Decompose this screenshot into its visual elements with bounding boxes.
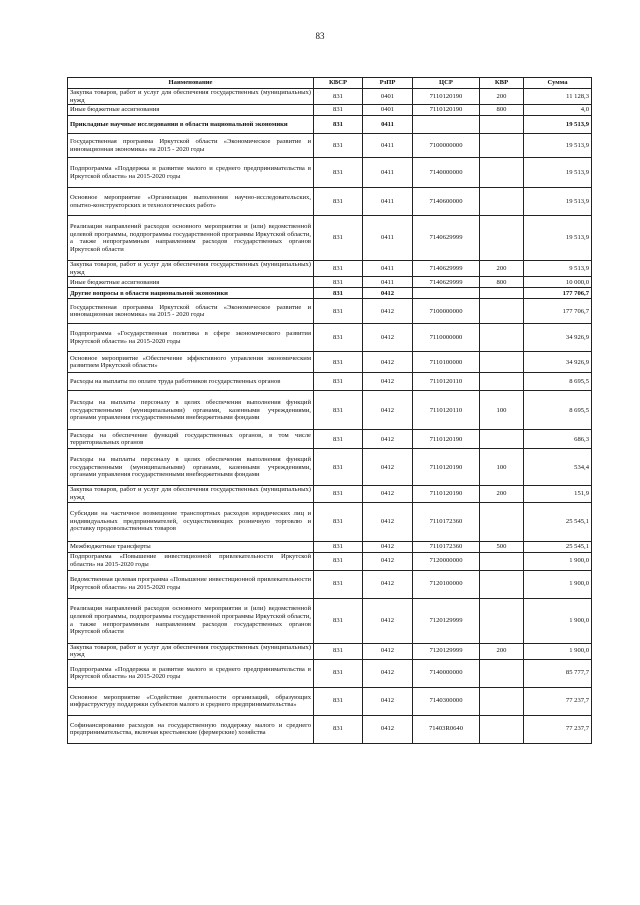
cell-rzpr: 0412 (363, 449, 413, 486)
cell-csr: 7110172360 (413, 502, 480, 541)
cell-rzpr: 0412 (363, 659, 413, 687)
cell-sum: 85 777,7 (524, 659, 592, 687)
cell-csr: 7120100000 (413, 570, 480, 598)
table-row (68, 391, 592, 430)
cell-csr: 7110000000 (413, 324, 480, 352)
cell-rzpr: 0411 (363, 134, 413, 158)
cell-name: Закупка товаров, работ и услуг для обеспечения государственных (муниципальных) нужд (68, 89, 314, 105)
cell-csr: 7120129999 (413, 598, 480, 643)
cell-name: Ведомственная целевая программа «Повышение инвестиционной привлекательности Иркутской области» на 2015-2020 годы (68, 570, 314, 598)
table-row (68, 277, 592, 288)
cell-kvsr: 831 (314, 89, 363, 105)
cell-csr: 7110120190 (413, 89, 480, 105)
cell-csr: 7140000000 (413, 659, 480, 687)
cell-kvr (480, 134, 524, 158)
table-row (68, 134, 592, 158)
table-row (68, 324, 592, 352)
cell-name: Реализация направлений расходов основного мероприятия и (или) ведомственной целевой программы, подпрограммы государственной программы Иркутской области, а также непрограммным направлениям расходов государственных органов Иркутской области (68, 216, 314, 261)
cell-kvr: 800 (480, 105, 524, 116)
cell-rzpr: 0411 (363, 216, 413, 261)
cell-sum: 25 545,1 (524, 541, 592, 552)
cell-csr: 7110120190 (413, 430, 480, 449)
table-row (68, 659, 592, 687)
cell-name: Расходы на выплаты персоналу в целях обеспечения выполнения функций государственными (муниципальными) органами, казенными учреждениями, органами управления государственными внебюджетными фондами (68, 449, 314, 486)
table-row (68, 373, 592, 391)
cell-rzpr: 0412 (363, 502, 413, 541)
cell-rzpr: 0411 (363, 188, 413, 216)
cell-rzpr: 0412 (363, 687, 413, 715)
cell-name: Государственная программа Иркутской области «Экономическое развитие и инновационная экономика» на 2015 - 2020 годы (68, 134, 314, 158)
cell-csr: 7110100000 (413, 352, 480, 373)
cell-kvr (480, 188, 524, 216)
table-row (68, 261, 592, 277)
header-rzpr: РзПР (363, 78, 413, 89)
cell-sum: 1 900,0 (524, 552, 592, 570)
cell-csr: 7110172360 (413, 541, 480, 552)
cell-csr: 7100000000 (413, 134, 480, 158)
cell-kvr: 200 (480, 486, 524, 502)
page-number: 83 (315, 31, 325, 41)
cell-kvr (480, 373, 524, 391)
cell-rzpr: 0412 (363, 598, 413, 643)
cell-kvr (480, 715, 524, 743)
cell-kvr (480, 288, 524, 299)
cell-kvsr: 831 (314, 158, 363, 188)
header-kvr: КВР (480, 78, 524, 89)
cell-kvsr: 831 (314, 598, 363, 643)
cell-kvsr: 831 (314, 373, 363, 391)
cell-kvsr: 831 (314, 541, 363, 552)
cell-name: Подпрограмма «Повышение инвестиционной привлекательности Иркутской области» на 2015-2020 годы (68, 552, 314, 570)
cell-sum: 34 926,9 (524, 352, 592, 373)
header-csr: ЦСР (413, 78, 480, 89)
cell-sum: 1 900,0 (524, 570, 592, 598)
cell-csr: 7110120110 (413, 373, 480, 391)
cell-kvsr: 831 (314, 188, 363, 216)
table-row (68, 598, 592, 643)
cell-name: Расходы на выплаты персоналу в целях обеспечения выполнения функций государственными (муниципальными) органами, казенными учреждениями, органами управления государственными внебюджетными фондами (68, 391, 314, 430)
table-row (68, 643, 592, 659)
cell-sum: 9 513,9 (524, 261, 592, 277)
header-name: Наименование (68, 78, 314, 89)
cell-rzpr: 0412 (363, 541, 413, 552)
cell-rzpr: 0401 (363, 89, 413, 105)
table-row (68, 288, 592, 299)
cell-name: Основное мероприятие «Организация выполнения научно-исследовательских, опытно-конструкторских и технологических работ» (68, 188, 314, 216)
cell-sum: 34 926,9 (524, 324, 592, 352)
cell-rzpr: 0401 (363, 105, 413, 116)
cell-rzpr: 0412 (363, 391, 413, 430)
cell-name: Расходы на выплаты по оплате труда работников государственных органов (68, 373, 314, 391)
cell-rzpr: 0412 (363, 643, 413, 659)
cell-rzpr: 0412 (363, 324, 413, 352)
cell-kvsr: 831 (314, 261, 363, 277)
cell-sum: 19 513,9 (524, 216, 592, 261)
cell-kvr (480, 570, 524, 598)
cell-rzpr: 0412 (363, 373, 413, 391)
cell-kvr: 200 (480, 89, 524, 105)
cell-sum: 8 695,5 (524, 391, 592, 430)
cell-kvsr: 831 (314, 659, 363, 687)
table-row (68, 89, 592, 105)
cell-sum: 177 706,7 (524, 288, 592, 299)
cell-csr: 7110120190 (413, 449, 480, 486)
cell-kvsr: 831 (314, 502, 363, 541)
table-row (68, 158, 592, 188)
cell-kvr: 100 (480, 391, 524, 430)
cell-rzpr: 0412 (363, 715, 413, 743)
table-row (68, 105, 592, 116)
table-row (68, 430, 592, 449)
cell-kvsr: 831 (314, 643, 363, 659)
table-row (68, 188, 592, 216)
cell-kvr (480, 299, 524, 324)
cell-kvsr: 831 (314, 391, 363, 430)
cell-csr: 7140629999 (413, 261, 480, 277)
cell-kvsr: 831 (314, 277, 363, 288)
cell-kvr (480, 430, 524, 449)
cell-sum: 8 695,5 (524, 373, 592, 391)
cell-sum: 19 513,9 (524, 134, 592, 158)
table-row (68, 116, 592, 134)
cell-kvsr: 831 (314, 288, 363, 299)
cell-csr (413, 288, 480, 299)
cell-name: Подпрограмма «Поддержка и развитие малого и среднего предпринимательства в Иркутской области» на 2015-2020 годы (68, 659, 314, 687)
cell-name: Межбюджетные трансферты (68, 541, 314, 552)
cell-kvsr: 831 (314, 449, 363, 486)
cell-sum: 151,9 (524, 486, 592, 502)
cell-kvsr: 831 (314, 430, 363, 449)
header-kvsr: КВСР (314, 78, 363, 89)
header-sum: Сумма (524, 78, 592, 89)
cell-kvr (480, 598, 524, 643)
cell-name: Субсидии на частичное возмещение транспортных расходов юридических лиц и индивидуальных предпринимателей, осуществляющих розничную торговлю и доставку продовольственных товаров (68, 502, 314, 541)
budget-table (67, 77, 592, 744)
cell-rzpr: 0412 (363, 352, 413, 373)
cell-sum: 4,0 (524, 105, 592, 116)
cell-kvr (480, 116, 524, 134)
table-row (68, 449, 592, 486)
cell-sum: 77 237,7 (524, 687, 592, 715)
cell-kvsr: 831 (314, 116, 363, 134)
cell-sum: 77 237,7 (524, 715, 592, 743)
cell-sum: 1 900,0 (524, 643, 592, 659)
cell-kvsr: 831 (314, 486, 363, 502)
cell-name: Реализация направлений расходов основного мероприятия и (или) ведомственной целевой программы, подпрограммы государственной программы Иркутской области, а также непрограммным направлениям расходов государственных органов Иркутской области (68, 598, 314, 643)
cell-name: Иные бюджетные ассигнования (68, 277, 314, 288)
cell-kvr (480, 552, 524, 570)
table-row (68, 687, 592, 715)
cell-csr: 71403R0640 (413, 715, 480, 743)
cell-name: Подпрограмма «Поддержка и развитие малого и среднего предпринимательства в Иркутской области» на 2015-2020 годы (68, 158, 314, 188)
table-row (68, 502, 592, 541)
cell-kvsr: 831 (314, 570, 363, 598)
table-row (68, 299, 592, 324)
table-row (68, 715, 592, 743)
cell-kvr: 800 (480, 277, 524, 288)
cell-sum: 177 706,7 (524, 299, 592, 324)
cell-csr: 7120129999 (413, 643, 480, 659)
cell-rzpr: 0411 (363, 158, 413, 188)
cell-rzpr: 0412 (363, 486, 413, 502)
table-row (68, 552, 592, 570)
cell-name: Основное мероприятие «Содействие деятельности организаций, образующих инфраструктуру поддержки субъектов малого и среднего предпринимательства» (68, 687, 314, 715)
cell-kvr (480, 324, 524, 352)
cell-name: Иные бюджетные ассигнования (68, 105, 314, 116)
table-row (68, 352, 592, 373)
cell-csr: 7110120190 (413, 486, 480, 502)
cell-name: Софинансирование расходов на государственную поддержку малого и среднего предпринимательства, включая крестьянские (фермерские) хозяйства (68, 715, 314, 743)
cell-sum: 534,4 (524, 449, 592, 486)
cell-kvr (480, 352, 524, 373)
cell-rzpr: 0412 (363, 288, 413, 299)
cell-kvsr: 831 (314, 299, 363, 324)
cell-kvr (480, 687, 524, 715)
cell-csr: 7100000000 (413, 299, 480, 324)
cell-kvr (480, 158, 524, 188)
cell-kvsr: 831 (314, 134, 363, 158)
cell-rzpr: 0411 (363, 277, 413, 288)
cell-kvsr: 831 (314, 216, 363, 261)
cell-csr: 7140629999 (413, 277, 480, 288)
table-row (68, 570, 592, 598)
cell-sum: 11 128,3 (524, 89, 592, 105)
cell-sum: 1 900,0 (524, 598, 592, 643)
cell-name: Закупка товаров, работ и услуг для обеспечения государственных (муниципальных) нужд (68, 261, 314, 277)
cell-kvr (480, 659, 524, 687)
cell-sum: 19 513,9 (524, 158, 592, 188)
cell-rzpr: 0412 (363, 430, 413, 449)
cell-name: Государственная программа Иркутской области «Экономическое развитие и инновационная экономика» на 2015 - 2020 годы (68, 299, 314, 324)
cell-name: Другие вопросы в области национальной экономики (68, 288, 314, 299)
cell-csr: 7110120110 (413, 391, 480, 430)
cell-sum: 19 513,9 (524, 116, 592, 134)
table-row (68, 486, 592, 502)
cell-rzpr: 0411 (363, 116, 413, 134)
table-row (68, 216, 592, 261)
cell-name: Закупка товаров, работ и услуг для обеспечения государственных (муниципальных) нужд (68, 486, 314, 502)
table-header-row (68, 78, 592, 89)
cell-kvr: 200 (480, 643, 524, 659)
cell-sum: 686,3 (524, 430, 592, 449)
cell-sum: 19 513,9 (524, 188, 592, 216)
table-body (68, 89, 592, 744)
cell-csr (413, 116, 480, 134)
cell-csr: 7140629999 (413, 216, 480, 261)
cell-kvsr: 831 (314, 352, 363, 373)
cell-rzpr: 0412 (363, 570, 413, 598)
cell-csr: 7140300000 (413, 687, 480, 715)
cell-rzpr: 0411 (363, 261, 413, 277)
cell-name: Основное мероприятие «Обеспечение эффективного управления экономическим развитием Иркутской области» (68, 352, 314, 373)
cell-name: Закупка товаров, работ и услуг для обеспечения государственных (муниципальных) нужд (68, 643, 314, 659)
cell-sum: 25 545,1 (524, 502, 592, 541)
cell-kvsr: 831 (314, 715, 363, 743)
table-row (68, 541, 592, 552)
cell-kvr (480, 502, 524, 541)
cell-csr: 7120000000 (413, 552, 480, 570)
cell-csr: 7140600000 (413, 188, 480, 216)
cell-rzpr: 0412 (363, 299, 413, 324)
cell-kvr: 100 (480, 449, 524, 486)
cell-csr: 7110120190 (413, 105, 480, 116)
cell-kvsr: 831 (314, 324, 363, 352)
cell-name: Подпрограмма «Государственная политика в сфере экономического развития Иркутской области» на 2015-2020 годы (68, 324, 314, 352)
cell-kvr: 200 (480, 261, 524, 277)
cell-name: Прикладные научные исследования в области национальной экономики (68, 116, 314, 134)
cell-kvr: 500 (480, 541, 524, 552)
cell-rzpr: 0412 (363, 552, 413, 570)
cell-kvr (480, 216, 524, 261)
cell-kvsr: 831 (314, 552, 363, 570)
cell-csr: 7140000000 (413, 158, 480, 188)
cell-kvsr: 831 (314, 105, 363, 116)
cell-kvsr: 831 (314, 687, 363, 715)
cell-sum: 10 000,0 (524, 277, 592, 288)
cell-name: Расходы на обеспечение функций государственных органов, в том числе территориальных органов (68, 430, 314, 449)
